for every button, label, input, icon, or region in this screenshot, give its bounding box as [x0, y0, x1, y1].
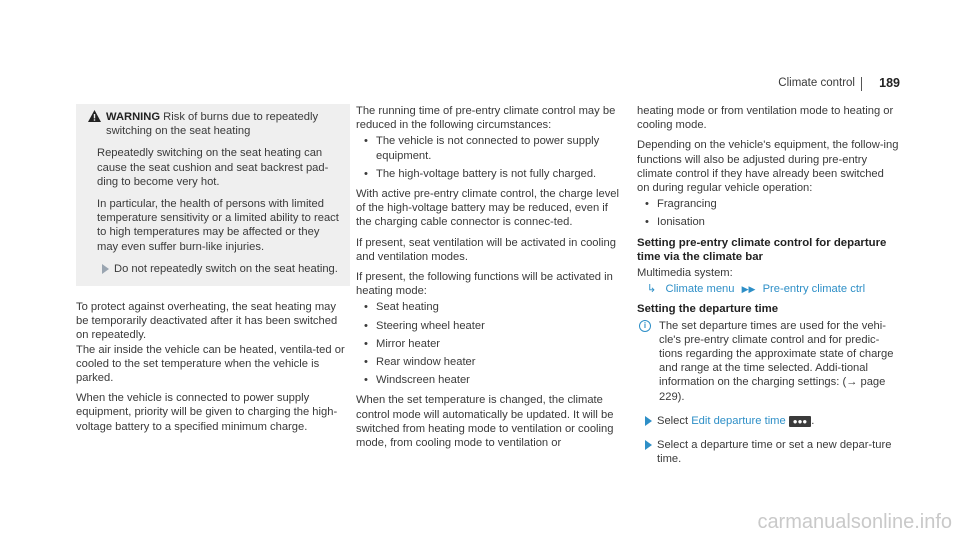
info-note-text: The set departure times are used for the vehi-cle's pre-entry climate control and for predic-tions regarding the approximate state of charge and range at the time selected. Addi-tional information on the charging settings: (→ page 229). — [659, 319, 894, 403]
page-header — [0, 76, 960, 96]
paragraph-seat-ventilation: If present, seat ventilation will be activated in cooling and ventilation modes. — [356, 236, 616, 263]
menu-path-pre-entry[interactable]: Pre-entry climate ctrl — [762, 283, 866, 296]
warning-title — [86, 110, 340, 138]
list-item: • Rear window heater — [356, 355, 620, 369]
column-middle — [356, 104, 620, 456]
column-left — [76, 104, 350, 440]
paragraph-set-temperature: When the set temperature is changed, the climate control mode will automatically be updated. It will be switched from heating mode to ventilation or cooling mode, from cooling mode to ventilation or — [356, 394, 614, 450]
paragraph-running-time: The running time of pre-entry climate control may be reduced in the following circumstances: — [356, 105, 616, 132]
step-arrow-icon — [102, 264, 109, 274]
multimedia-label: Multimedia system: — [637, 267, 733, 280]
double-chevron-icon: ▶▶ — [741, 284, 756, 295]
section-title: Climate control — [778, 77, 855, 89]
watermark: carmanualsonline.info — [757, 510, 952, 533]
step-select-time — [637, 438, 899, 466]
warning-triangle-icon — [88, 110, 101, 126]
menu-path-climate[interactable]: Climate menu — [665, 283, 735, 296]
header-separator — [861, 77, 862, 91]
step-suffix: . — [811, 414, 815, 427]
info-note — [637, 319, 899, 404]
list-item: • The high-voltage battery is not fully charged. — [356, 167, 620, 181]
equipment-list — [637, 197, 899, 229]
heading-departure-time: Setting the departure time — [637, 303, 779, 316]
more-options-icon[interactable]: ●●● — [789, 416, 812, 427]
menu-path — [637, 282, 899, 296]
list-item: • Mirror heater — [356, 337, 620, 351]
heading-climate-bar: Setting pre-entry climate control for departure time via the climate bar — [637, 236, 887, 263]
warning-step — [86, 262, 340, 276]
paragraph-heating-cont: heating mode or from ventilation mode to heating or cooling mode. — [637, 105, 894, 132]
warning-paragraph-1: Repeatedly switching on the seat heating can cause the seat cushion and seat backrest pad-ding to become very hot. — [97, 147, 329, 188]
list-item: • The vehicle is not connected to power supply equipment. — [356, 134, 620, 162]
list-item: • Seat heating — [356, 300, 620, 314]
paragraph-equipment: Depending on the vehicle's equipment, the follow-ing functions will also be adjusted during pre-entry climate control if they have already been switched on during regular vehicle operation: — [637, 139, 899, 195]
list-item: • Ionisation — [637, 215, 899, 229]
step-arrow-icon — [645, 416, 652, 426]
warning-title-text: Risk of burns due to repeatedly switching on the seat heating — [106, 111, 319, 138]
paragraph-parked: The air inside the vehicle can be heated, ventila-ted or cooled to the set temperature when the vehicle is parked. — [76, 343, 345, 385]
edit-departure-time-link[interactable]: Edit departure time — [691, 414, 786, 427]
step-select-edit — [637, 414, 899, 428]
list-item: • Windscreen heater — [356, 373, 620, 387]
step-prefix: Select — [657, 414, 692, 427]
step-arrow-icon — [645, 440, 652, 450]
paragraph-overheating: To protect against overheating, the seat heating may be temporarily deactivated after it has been switched on repeatedly. — [76, 301, 338, 342]
list-item: • Steering wheel heater — [356, 319, 620, 333]
warning-paragraph-2: In particular, the health of persons with limited temperature sensitivity or a limited ability to react to high temperatures may be affected or they may even suffer burn-like injuries. — [97, 198, 339, 253]
circumstances-list — [356, 134, 620, 181]
paragraph-power-supply: When the vehicle is connected to power supply equipment, priority will be given to charging the high-voltage battery to a specified minimum charge. — [76, 392, 338, 433]
paragraph-charge-level: With active pre-entry climate control, the charge level of the high-voltage battery may be reduced, even if the charging cable connector is connec-ted. — [356, 188, 620, 229]
paragraph-heating-mode: If present, the following functions will be activated in heating mode: — [356, 271, 613, 298]
page-number: 189 — [879, 76, 900, 90]
hook-arrow-icon: ↳ — [647, 283, 657, 296]
heating-functions-list — [356, 300, 620, 387]
step-select-time-text: Select a departure time or set a new depar-ture time. — [657, 439, 892, 466]
list-item: • Fragrancing — [637, 197, 899, 211]
info-icon: i — [639, 320, 651, 332]
column-right — [637, 104, 899, 466]
warning-box — [76, 104, 350, 286]
warning-label: WARNING — [106, 111, 161, 123]
warning-step-text: Do not repeatedly switch on the seat heating. — [114, 262, 338, 275]
